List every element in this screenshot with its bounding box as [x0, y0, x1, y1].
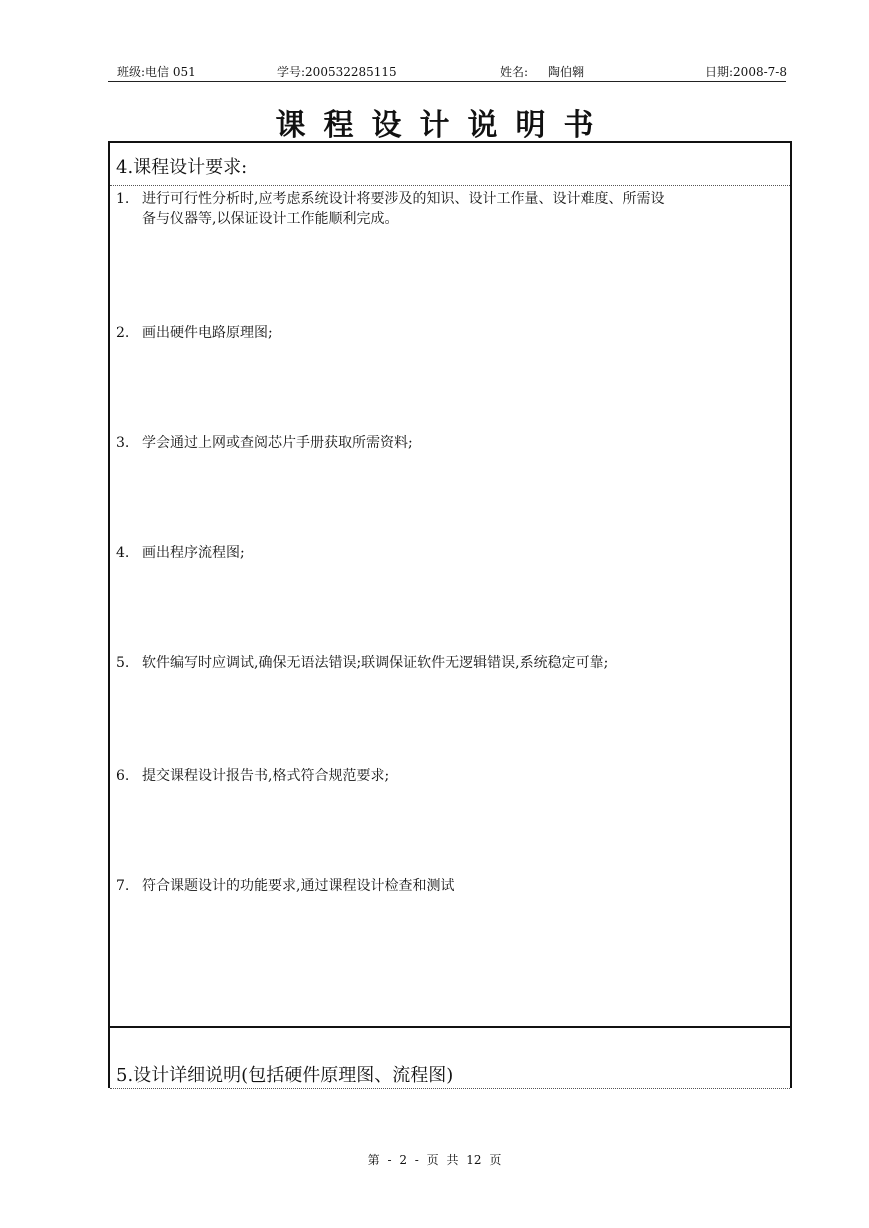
requirement-number: 4.	[116, 545, 130, 561]
requirement-number: 7.	[116, 878, 130, 894]
requirement-number: 3.	[116, 435, 130, 451]
requirement-text: 进行可行性分析时,应考虑系统设计将要涉及的知识、设计工作量、设计难度、所需设	[142, 191, 665, 207]
requirement-item-6	[116, 766, 788, 786]
section4-heading-divider	[110, 185, 790, 186]
requirement-text: 学会通过上网或查阅芯片手册获取所需资料;	[142, 435, 413, 451]
requirement-item-4	[116, 543, 788, 563]
requirement-text: 符合课题设计的功能要求,通过课程设计检查和测试	[142, 878, 455, 894]
header-divider	[108, 81, 786, 82]
section5-heading-divider	[110, 1088, 790, 1089]
requirement-item-7	[116, 876, 788, 896]
requirement-text: 画出程序流程图;	[142, 545, 245, 561]
header-date: 日期:2008-7-8	[705, 65, 787, 79]
requirement-item-1	[116, 189, 788, 229]
section4-heading: 4.课程设计要求:	[116, 157, 248, 178]
page-footer: 第 - 2 - 页 共 12 页	[367, 1153, 502, 1167]
requirement-item-5	[116, 653, 788, 673]
requirement-text: 画出硬件电路原理图;	[142, 325, 273, 341]
requirement-text: 软件编写时应调试,确保无语法错误;联调保证软件无逻辑错误,系统稳定可靠;	[142, 655, 609, 671]
requirement-item-3	[116, 433, 788, 453]
requirement-number: 1.	[116, 191, 130, 207]
document-title: 课程设计说明书	[275, 108, 612, 143]
requirement-number: 2.	[116, 325, 130, 341]
requirement-number: 6.	[116, 768, 130, 784]
requirement-text: 提交课程设计报告书,格式符合规范要求;	[142, 768, 390, 784]
section5-heading: 5.设计详细说明(包括硬件原理图、流程图)	[116, 1065, 454, 1086]
requirement-item-2	[116, 323, 788, 343]
requirement-number: 5.	[116, 655, 130, 671]
header-name-label: 姓名:	[500, 65, 529, 79]
header-class: 班级:电信 051	[117, 65, 196, 79]
requirement-text-continuation: 备与仪器等,以保证设计工作能顺利完成。	[142, 211, 399, 227]
header-student-id: 学号:200532285115	[277, 65, 397, 79]
header-name-value: 陶伯翱	[548, 65, 585, 79]
